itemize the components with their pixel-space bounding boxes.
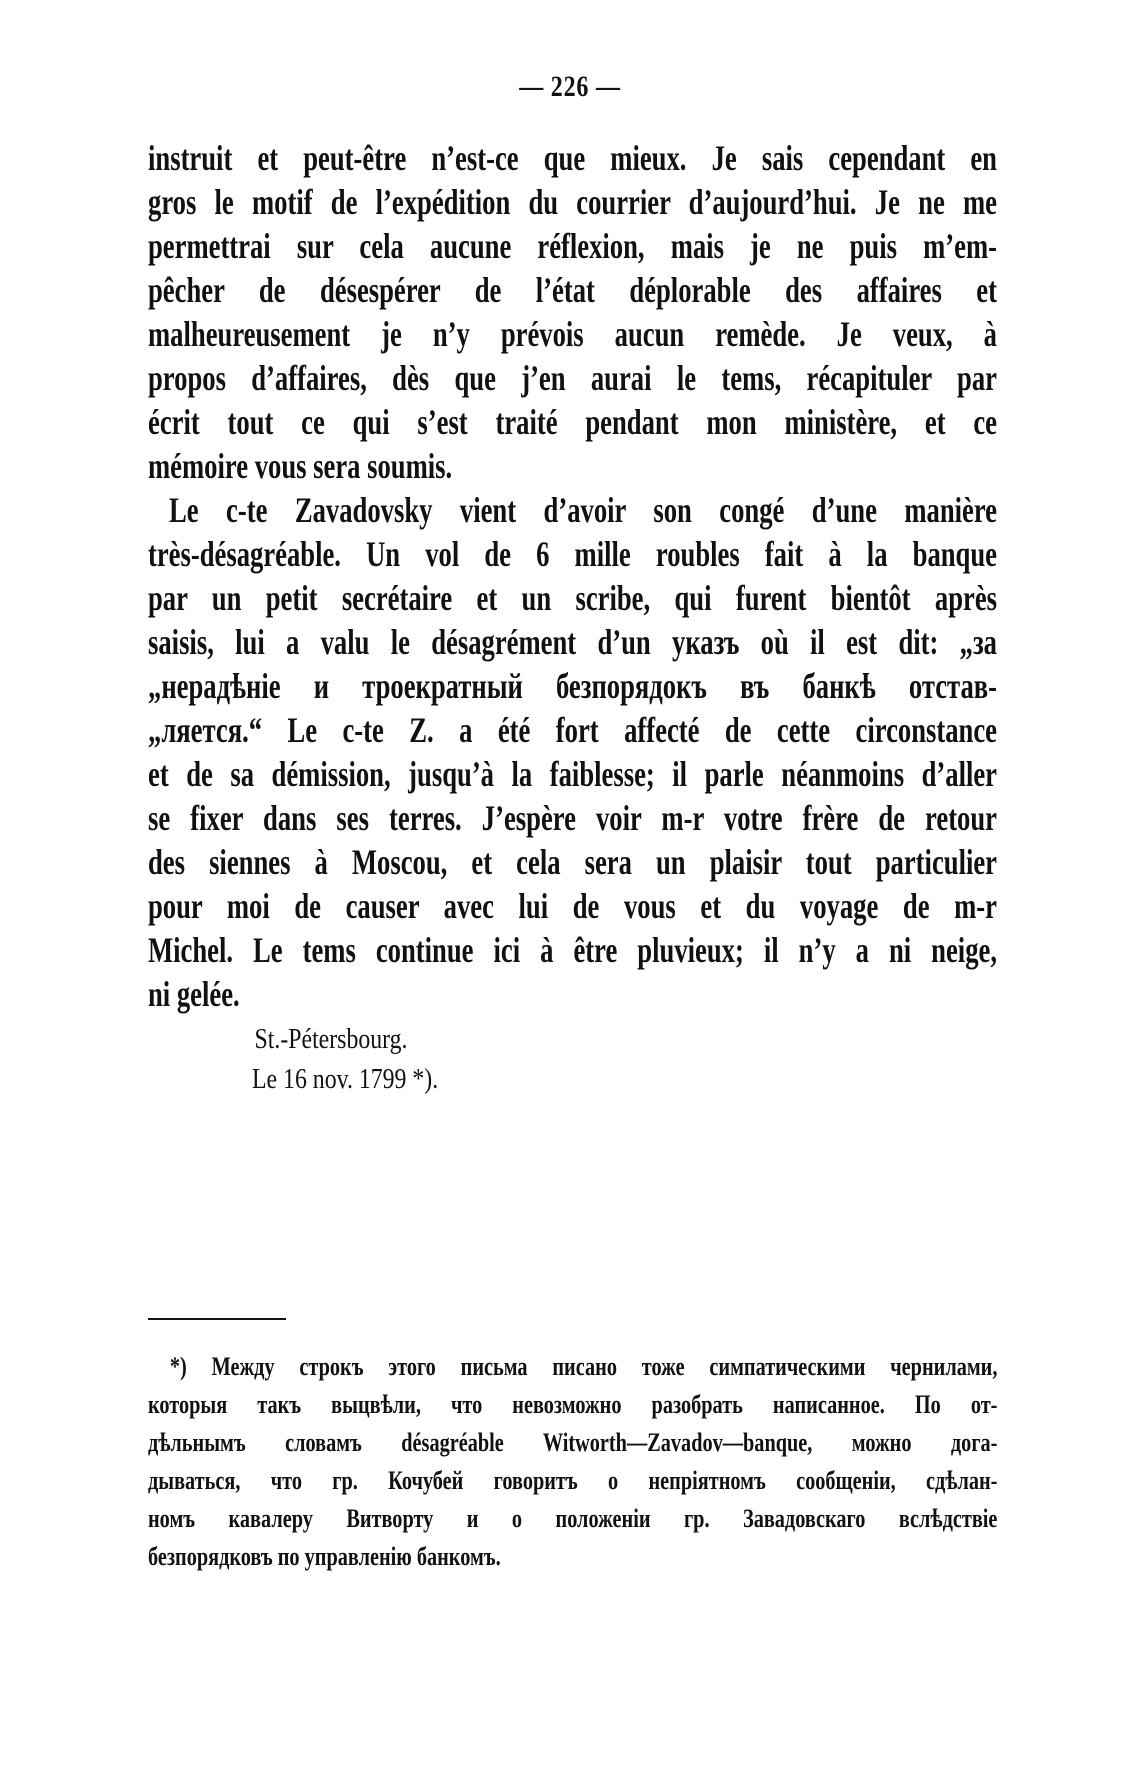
body-line: et de sa démission, jusqu’à la faiblesse; il parle néanmoins d’aller xyxy=(148,754,997,794)
body-line: se fixer dans ses terres. J’espère voir m-r votre frère de retour xyxy=(148,798,997,838)
body-line: Le c-te Zavadovsky vient d’avoir son congé d’une manière xyxy=(169,490,997,530)
letter-body xyxy=(148,136,997,1016)
footnote-line: которыя такъ выцвѣли, что невозможно разобрать написанное. По от- xyxy=(148,1390,998,1419)
footnote-divider xyxy=(148,1318,286,1320)
body-line: pêcher de désespérer de l’état déplorable des affaires et xyxy=(148,270,997,310)
body-line: des siennes à Moscou, et cela sera un plaisir tout particulier xyxy=(148,842,997,882)
body-line: „нерадѣніе и троекратный безпорядокъ въ банкѣ отстав- xyxy=(148,666,997,706)
footnote-line: дѣльнымъ словамъ désagréable Witworth—Zavadov—banque, можно дога- xyxy=(148,1428,998,1457)
body-line: permettrai sur cela aucune réflexion, mais je ne puis m’em- xyxy=(148,226,997,266)
footnote-line: номъ кавалеру Витворту и о положеніи гр. Завадовскаго вслѣдствіе xyxy=(148,1504,998,1533)
page-number: — 226 — xyxy=(519,70,621,103)
body-line: pour moi de causer avec lui de vous et du voyage de m-r xyxy=(148,886,997,926)
body-line: écrit tout ce qui s’est traité pendant mon ministère, et ce xyxy=(148,402,997,442)
body-line: „ляется.“ Le c-te Z. a été fort affecté de cette circonstance xyxy=(148,710,997,750)
signoff-place: St.-Pétersbourg. xyxy=(254,1024,408,1055)
body-line: instruit et peut-être n’est-ce que mieux. Je sais cependant en xyxy=(148,138,997,178)
letter-signoff xyxy=(252,1020,438,1100)
body-line: saisis, lui a valu le désagrément d’un указъ où il est dit: „за xyxy=(148,622,997,662)
body-line: propos d’affaires, dès que j’en aurai le tems, récapituler par xyxy=(148,358,997,398)
body-line: gros le motif de l’expédition du courrier d’aujourd’hui. Je ne me xyxy=(148,182,997,222)
signoff-date: Le 16 nov. 1799 *). xyxy=(252,1064,439,1095)
footnote-line: *) Между строкъ этого письма писано тоже симпатическими чернилами, xyxy=(169,1352,998,1381)
body-line: mémoire vous sera soumis. xyxy=(148,446,453,486)
body-line: très-désagréable. Un vol de 6 mille roubles fait à la banque xyxy=(148,534,997,574)
body-line: ni gelée. xyxy=(148,974,240,1014)
footnote-line: безпорядковъ по управленію банкомъ. xyxy=(148,1542,501,1571)
footnote-line: дываться, что гр. Кочубей говоритъ о непріятномъ сообщеніи, сдѣлан- xyxy=(148,1466,998,1495)
footnote xyxy=(148,1348,997,1576)
body-line: malheureusement je n’y prévois aucun remède. Je veux, à xyxy=(148,314,997,354)
body-line: Michel. Le tems continue ici à être pluvieux; il n’y a ni neige, xyxy=(148,930,997,970)
body-line: par un petit secrétaire et un scribe, qui furent bientôt après xyxy=(148,578,997,618)
